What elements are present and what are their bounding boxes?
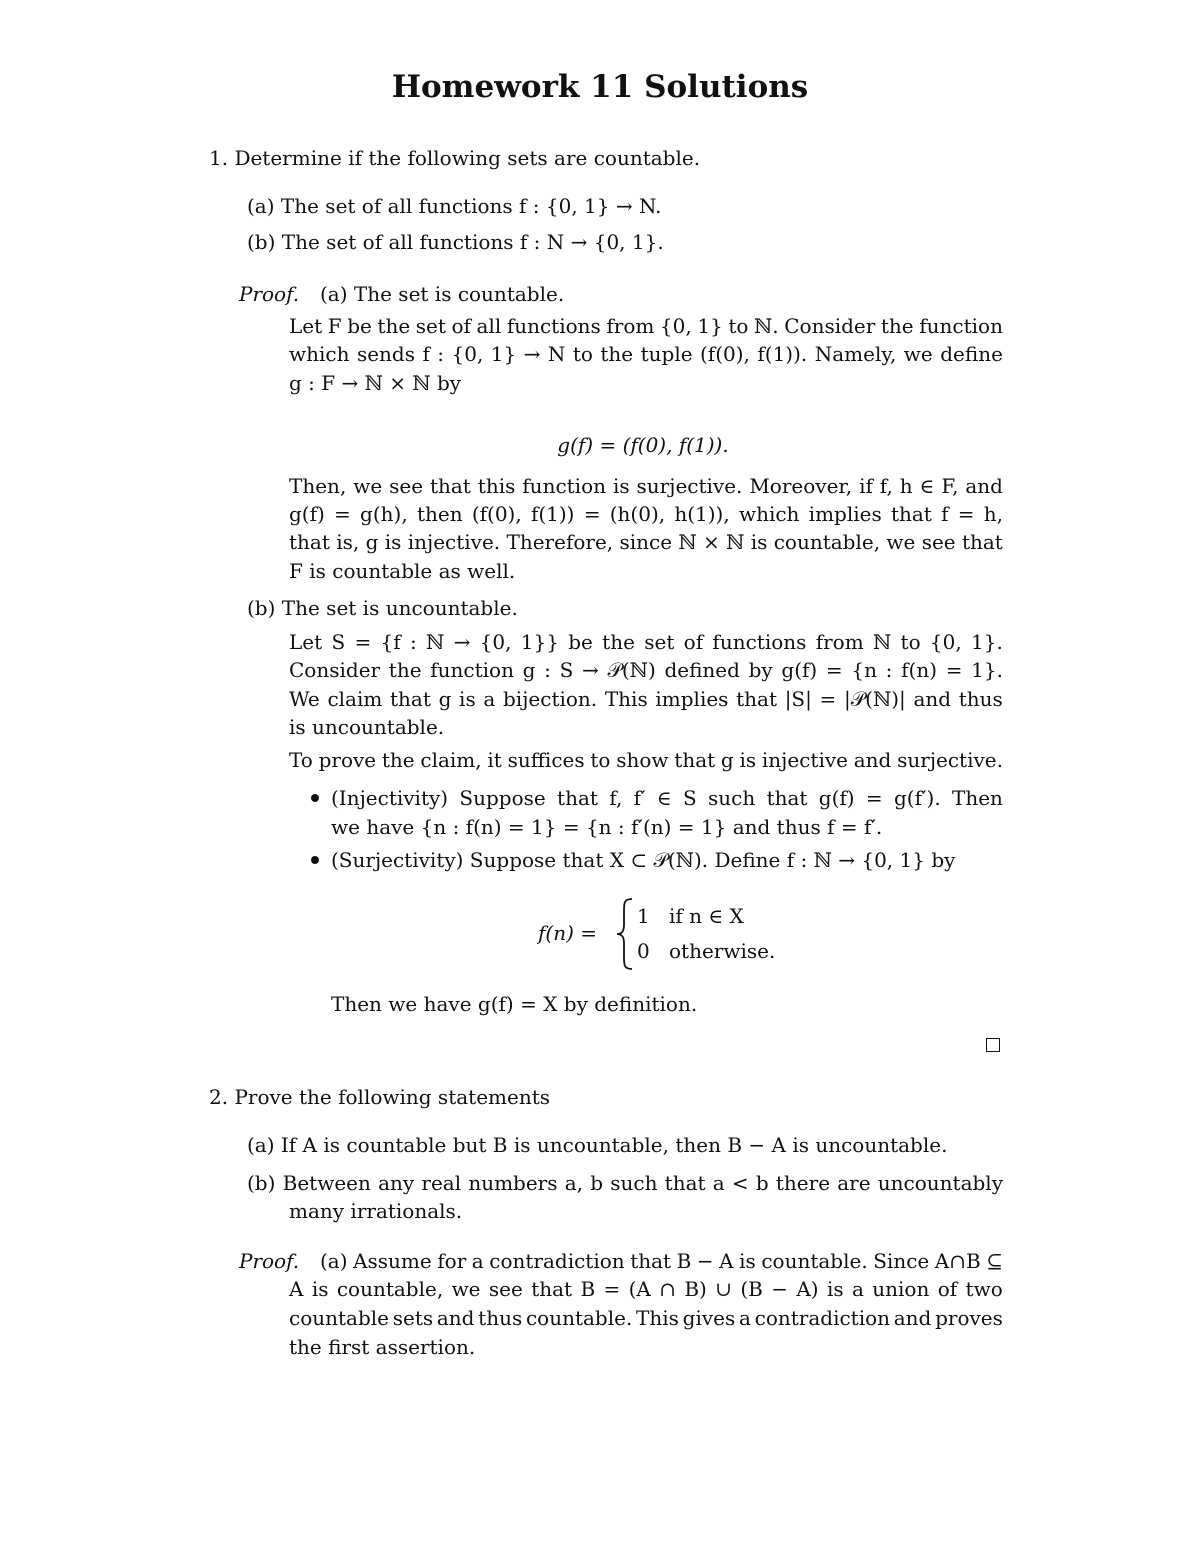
proof-label: Proof. [239, 282, 300, 306]
document-title: Homework 11 Solutions [391, 69, 809, 105]
surjectivity-conclusion: Then we have g(f) = X by definition. [331, 992, 698, 1016]
proof-2a-line: A is countable, we see that B = (A ∩ B) ∪ (B − A) is a union of two [289, 1277, 1003, 1301]
part-b-line: is uncountable. [289, 715, 445, 739]
bullet-marker [311, 856, 319, 864]
proof-2a-line: countable sets and thus countable. This gives a contradiction and proves [289, 1306, 1003, 1330]
problem-1-statement: 1. Determine if the following sets are countable. [209, 146, 701, 170]
proof-2a-line: the first assertion. [289, 1335, 476, 1359]
bullet-surjectivity: (Surjectivity) Suppose that X ⊂ 𝒫(ℕ). Define f : ℕ → {0, 1} by [331, 848, 956, 872]
part-a-line: F is countable as well. [289, 559, 516, 583]
part-a-line: g(f) = g(h), then (f(0), f(1)) = (h(0), h(1)), which implies that f = h, [289, 502, 1003, 526]
part-a-line: Let F be the set of all functions from {0, 1} to ℕ. Consider the function [289, 314, 1003, 338]
qed-symbol [986, 1038, 1000, 1052]
part-b-line: We claim that g is a bijection. This implies that |S| = |𝒫(ℕ)| and thus [289, 687, 1003, 711]
part-a-line: which sends f : {0, 1} → N to the tuple (f(0), f(1)). Namely, we define [289, 342, 1003, 366]
bullet-injectivity: (Injectivity) Suppose that f, f′ ∈ S such that g(f) = g(f′). Then [331, 786, 1003, 810]
problem-1-item-a: (a) The set of all functions f : {0, 1} → N. [247, 194, 662, 218]
case-1-condition: if n ∈ X [669, 904, 744, 928]
part-b-heading: (b) The set is uncountable. [247, 596, 518, 620]
part-b-line: Let S = {f : ℕ → {0, 1}} be the set of functions from ℕ to {0, 1}. [289, 630, 1003, 654]
part-b-line: Consider the function g : S → 𝒫(ℕ) defined by g(f) = {n : f(n) = 1}. [289, 658, 1003, 682]
bullet-injectivity-cont: we have {n : f(n) = 1} = {n : f′(n) = 1} and thus f = f′. [331, 815, 883, 839]
part-a-heading: (a) The set is countable. [320, 282, 565, 306]
part-a-line: that is, g is injective. Therefore, since ℕ × ℕ is countable, we see that [289, 530, 1003, 554]
case-1-value: 1 [637, 904, 650, 928]
problem-2-item-b: (b) Between any real numbers a, b such that a < b there are uncountably [247, 1171, 1003, 1195]
problem-2-statement: 2. Prove the following statements [209, 1085, 551, 1109]
bullet-marker [311, 794, 319, 802]
case-2-value: 0 [637, 939, 650, 963]
claim-line: To prove the claim, it suffices to show that g is injective and surjective. [289, 748, 1003, 772]
part-a-line: Then, we see that this function is surjective. Moreover, if f, h ∈ F, and [289, 474, 1003, 498]
piecewise-lhs: f(n) = [538, 921, 598, 945]
display-equation: g(f) = (f(0), f(1)). [557, 433, 729, 457]
problem-1-item-b: (b) The set of all functions f : N → {0, 1}. [247, 230, 664, 254]
problem-2-item-b-cont: many irrationals. [289, 1199, 463, 1223]
left-brace [614, 897, 636, 971]
proof-2a-line: (a) Assume for a contradiction that B − A is countable. Since A∩B ⊆ [320, 1249, 1003, 1273]
proof-label: Proof. [239, 1249, 300, 1273]
case-2-condition: otherwise. [669, 939, 776, 963]
problem-2-item-a: (a) If A is countable but B is uncountable, then B − A is uncountable. [247, 1133, 948, 1157]
part-a-line: g : F → ℕ × ℕ by [289, 371, 462, 395]
